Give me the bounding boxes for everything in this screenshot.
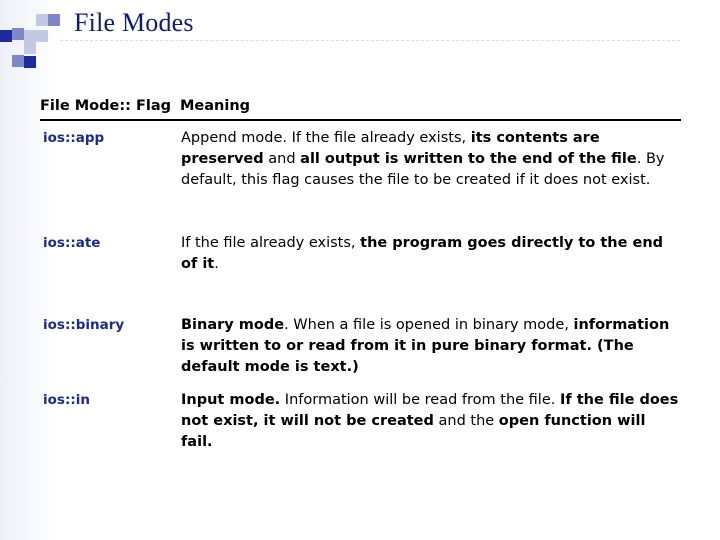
- table-row: [40, 314, 681, 389]
- file-modes-table: [40, 96, 681, 461]
- meaning-text: . When a file is opened in binary mode,: [284, 317, 574, 333]
- meaning-bold-text: its contents are preserved: [181, 130, 600, 167]
- meaning-cell: [180, 120, 681, 232]
- meaning-text: If the file already exists,: [181, 235, 361, 251]
- flag-cell: ios::ate: [43, 235, 101, 251]
- header-meaning: Meaning: [180, 96, 681, 120]
- square-light-bottom: [24, 42, 36, 54]
- table-row: [40, 232, 681, 314]
- flag-cell: ios::app: [43, 130, 105, 146]
- square-mid-top: [48, 14, 60, 26]
- flag-cell: ios::in: [43, 392, 90, 408]
- meaning-bold-text: all output is written to the end of the file: [300, 151, 637, 167]
- table-header-row: [40, 96, 681, 120]
- meaning-cell: [180, 314, 681, 389]
- meaning-bold-text: If the file does not exist, it will not be created: [181, 392, 679, 429]
- square-dark-bottom: [24, 56, 36, 68]
- meaning-bold-text: Input mode.: [181, 392, 281, 408]
- meaning-text: Append mode. If the file already exists,: [181, 130, 471, 146]
- meaning-text: Information will be read from the file.: [280, 392, 560, 408]
- meaning-cell: [180, 389, 681, 461]
- meaning-text: and: [263, 151, 301, 167]
- meaning-bold-text: the program goes directly to the end of it: [181, 235, 664, 272]
- meaning-text: and the: [433, 413, 499, 429]
- meaning-text: .: [214, 256, 219, 272]
- square-mid-bottom: [12, 55, 24, 67]
- flag-cell: ios::binary: [43, 317, 125, 333]
- title-rule: [60, 40, 680, 41]
- header-flag: File Mode:: Flag: [40, 96, 180, 120]
- square-light-right: [36, 30, 48, 42]
- square-light-top: [36, 14, 48, 26]
- square-dark-left: [0, 30, 12, 42]
- square-mid-left: [12, 28, 24, 40]
- meaning-bold-text: Binary mode: [181, 317, 285, 333]
- meaning-cell: [180, 232, 681, 314]
- meaning-bold-text: open function will fail.: [181, 413, 646, 450]
- square-light-center: [24, 30, 36, 42]
- slide-title: File Modes: [74, 8, 194, 37]
- table-row: [40, 389, 681, 461]
- meaning-text: . By default, this flag causes the file to be created if it does not exist.: [181, 151, 665, 188]
- meaning-bold-text: information is written to or read from it in pure binary format. (The default mode is text.): [181, 317, 670, 375]
- table-row: [40, 120, 681, 232]
